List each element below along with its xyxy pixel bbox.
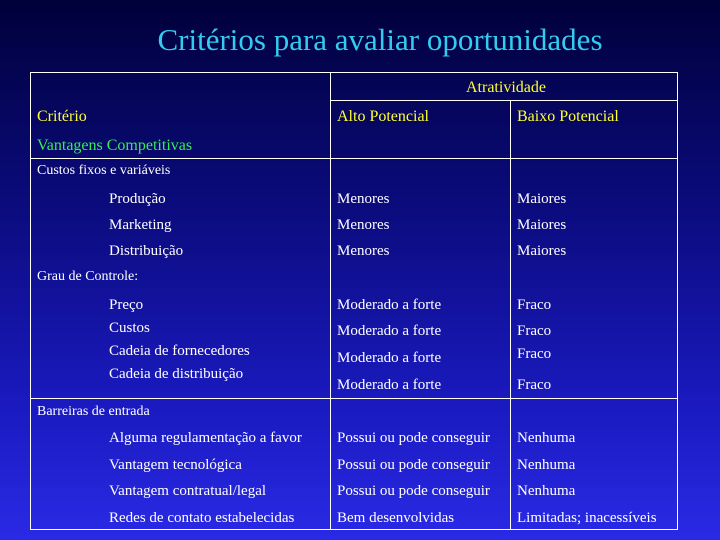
grau-label: Cadeia de distribuição	[109, 366, 244, 382]
header-divider	[330, 100, 678, 101]
section-custos: Custos fixos e variáveis	[37, 163, 171, 178]
custos-alto: Menores	[337, 191, 390, 207]
header-criterio: Critério	[37, 108, 87, 125]
barreiras-baixo: Nenhuma	[517, 457, 576, 473]
barreiras-label: Alguma regulamentação a favor	[109, 430, 302, 446]
barreiras-baixo: Nenhuma	[517, 430, 576, 446]
barreiras-alto: Possui ou pode conseguir	[337, 430, 490, 446]
custos-label: Produção	[109, 191, 166, 207]
section-divider-vantagens	[30, 158, 678, 159]
custos-baixo: Maiores	[517, 243, 567, 259]
barreiras-baixo: Nenhuma	[517, 483, 576, 499]
barreiras-alto: Possui ou pode conseguir	[337, 457, 490, 473]
custos-baixo: Maiores	[517, 191, 567, 207]
grau-alto: Moderado a forte	[337, 350, 442, 366]
grau-label: Custos	[109, 320, 150, 336]
header-baixo-potencial: Baixo Potencial	[517, 108, 619, 125]
grau-label: Preço	[109, 297, 144, 313]
section-grau-de-controle: Grau de Controle:	[37, 269, 139, 284]
column-divider-baixo	[510, 100, 511, 530]
custos-alto: Menores	[337, 243, 390, 259]
barreiras-alto: Possui ou pode conseguir	[337, 483, 490, 499]
grau-baixo: Fraco	[517, 377, 552, 393]
custos-label: Distribuição	[109, 243, 184, 259]
barreiras-label: Vantagem tecnológica	[109, 457, 242, 473]
barreiras-label: Vantagem contratual/legal	[109, 483, 267, 499]
grau-baixo: Fraco	[517, 346, 552, 362]
custos-label: Marketing	[109, 217, 172, 233]
custos-baixo: Maiores	[517, 217, 567, 233]
grau-baixo: Fraco	[517, 323, 552, 339]
grau-baixo: Fraco	[517, 297, 552, 313]
header-atratividade: Atratividade	[466, 79, 546, 96]
grau-alto: Moderado a forte	[337, 323, 442, 339]
header-alto-potencial: Alto Potencial	[337, 108, 429, 125]
barreiras-baixo: Limitadas; inacessíveis	[517, 510, 657, 526]
barreiras-alto: Bem desenvolvidas	[337, 510, 455, 526]
section-vantagens-competitivas: Vantagens Competitivas	[37, 137, 193, 154]
custos-alto: Menores	[337, 217, 390, 233]
section-divider-barreiras	[30, 398, 678, 399]
section-barreiras-de-entrada: Barreiras de entrada	[37, 404, 150, 419]
grau-alto: Moderado a forte	[337, 377, 442, 393]
column-divider-alto	[330, 72, 331, 530]
grau-alto: Moderado a forte	[337, 297, 442, 313]
page-title: Critérios para avaliar oportunidades	[157, 22, 603, 57]
grau-label: Cadeia de fornecedores	[109, 343, 250, 359]
barreiras-label: Redes de contato estabelecidas	[109, 510, 295, 526]
